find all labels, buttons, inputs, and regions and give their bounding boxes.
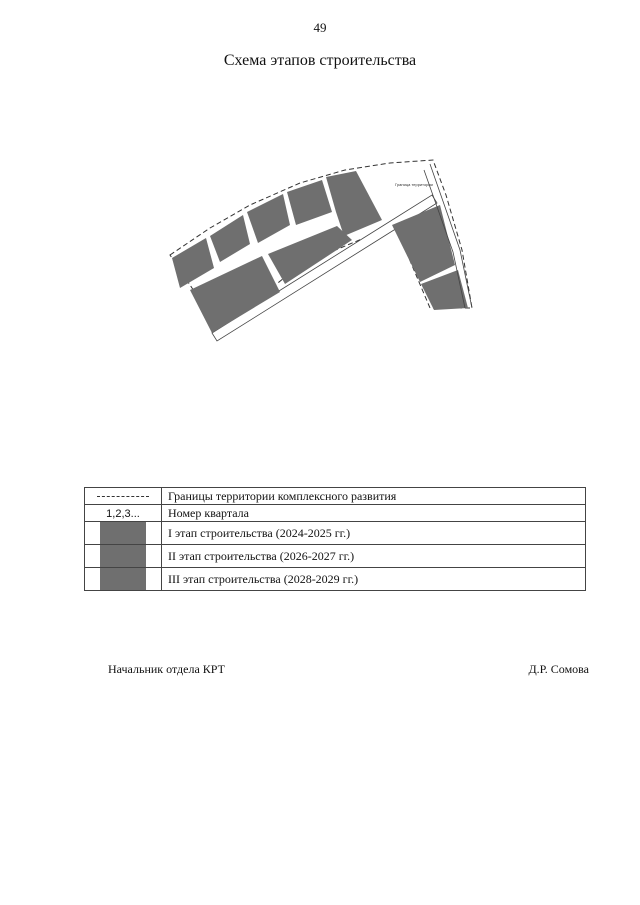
legend-row-stage-2 bbox=[85, 545, 586, 568]
construction-stages-scheme bbox=[160, 100, 580, 480]
legend-table bbox=[84, 487, 586, 591]
legend-text: III этап строительства (2028-2029 гг.) bbox=[162, 568, 586, 591]
page-title: Схема этапов строительства bbox=[223, 52, 417, 69]
legend-text: Границы территории комплексного развития bbox=[162, 488, 586, 505]
legend-text: II этап строительства (2026-2027 гг.) bbox=[162, 545, 586, 568]
scheme-label: Граница территории bbox=[395, 182, 433, 187]
legend-row-stage-1 bbox=[85, 522, 586, 545]
legend-row-boundary bbox=[85, 488, 586, 505]
legend-row-block-number bbox=[85, 505, 586, 522]
page-number: 49 bbox=[313, 20, 327, 35]
legend-text: Номер квартала bbox=[162, 505, 586, 522]
block-number-symbol: 1,2,3... bbox=[106, 507, 140, 520]
legend-text: I этап строительства (2024-2025 гг.) bbox=[162, 522, 586, 545]
stage-1-swatch bbox=[100, 522, 146, 544]
signature-name: Д.Р. Сомова bbox=[528, 662, 589, 676]
dashed-line-symbol bbox=[97, 496, 149, 497]
legend-row-stage-3 bbox=[85, 568, 586, 591]
stage-3-swatch bbox=[100, 568, 146, 590]
signature-position: Начальник отдела КРТ bbox=[108, 662, 225, 676]
stage-2-swatch bbox=[100, 545, 146, 567]
